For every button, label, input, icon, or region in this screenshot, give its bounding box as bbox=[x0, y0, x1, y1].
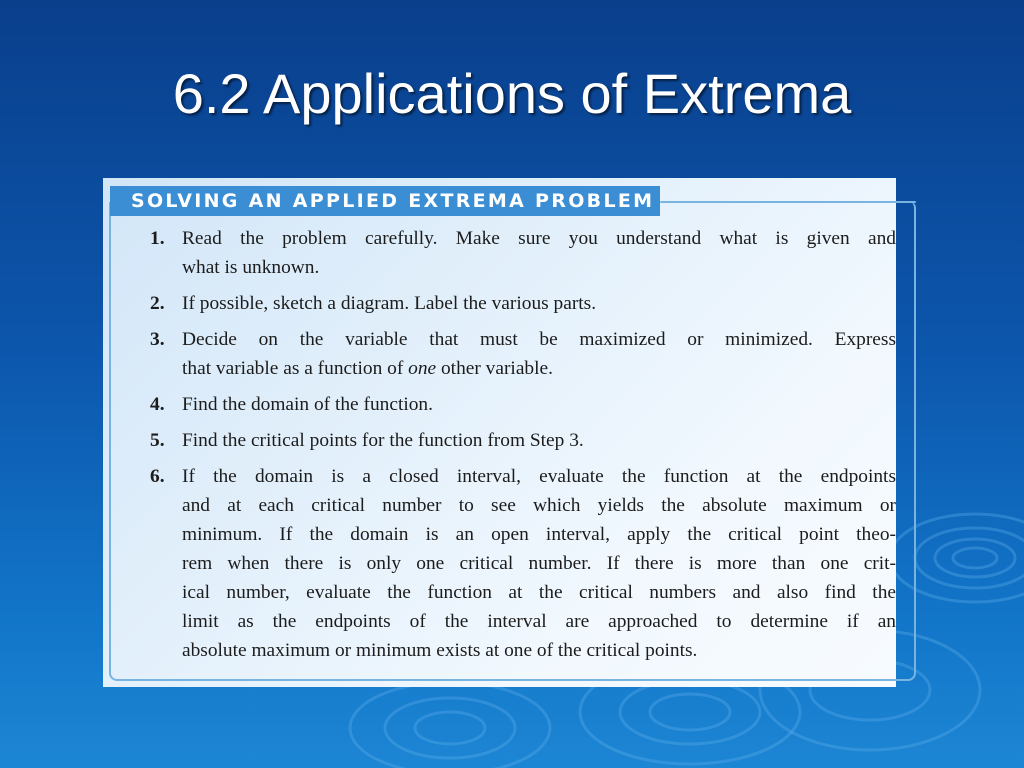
step-number: 2. bbox=[150, 293, 165, 314]
step-text bbox=[182, 462, 896, 665]
step-1 bbox=[140, 224, 896, 282]
frame-top-line bbox=[660, 201, 916, 203]
procedure-steps bbox=[140, 224, 896, 672]
step-3 bbox=[140, 325, 896, 383]
step-line: rem when there is only one critical number. If there is more than one crit- bbox=[182, 553, 896, 574]
step-text bbox=[182, 224, 896, 282]
step-line: If possible, sketch a diagram. Label the various parts. bbox=[182, 293, 597, 314]
step-line: If the domain is a closed interval, evaluate the function at the endpoints bbox=[182, 466, 896, 487]
emphasis-text: one bbox=[408, 358, 437, 379]
step-line: Decide on the variable that must be maximized or minimized. Express bbox=[182, 329, 896, 350]
slide-title: 6.2 Applications of Extrema bbox=[172, 62, 852, 125]
step-number: 4. bbox=[150, 394, 165, 415]
step-line bbox=[182, 354, 896, 383]
step-number: 6. bbox=[150, 466, 165, 487]
step-line: limit as the endpoints of the interval are approached to determine if an bbox=[182, 611, 896, 632]
step-2 bbox=[140, 289, 896, 318]
step-line: Read the problem carefully. Make sure you understand what is given and bbox=[182, 228, 896, 249]
step-4 bbox=[140, 390, 896, 419]
step-text bbox=[182, 426, 896, 455]
step-5 bbox=[140, 426, 896, 455]
step-line: what is unknown. bbox=[182, 257, 320, 278]
step-number: 3. bbox=[150, 329, 165, 350]
step-6 bbox=[140, 462, 896, 665]
step-line: ical number, evaluate the function at the critical numbers and also find the bbox=[182, 582, 896, 603]
step-number: 5. bbox=[150, 430, 165, 451]
step-line-text: other variable. bbox=[436, 358, 553, 379]
step-line: minimum. If the domain is an open interval, apply the critical point theo- bbox=[182, 524, 896, 545]
step-text bbox=[182, 325, 896, 383]
step-line: Find the critical points for the function from Step 3. bbox=[182, 430, 584, 451]
step-line-text: that variable as a function of bbox=[182, 358, 409, 379]
step-line: absolute maximum or minimum exists at one of the critical points. bbox=[182, 640, 698, 661]
procedure-header: SOLVING AN APPLIED EXTREMA PROBLEM bbox=[131, 190, 655, 212]
step-text bbox=[182, 390, 896, 419]
step-line: and at each critical number to see which yields the absolute maximum or bbox=[182, 495, 896, 516]
step-number: 1. bbox=[150, 228, 165, 249]
step-text bbox=[182, 289, 896, 318]
step-line: Find the domain of the function. bbox=[182, 394, 433, 415]
